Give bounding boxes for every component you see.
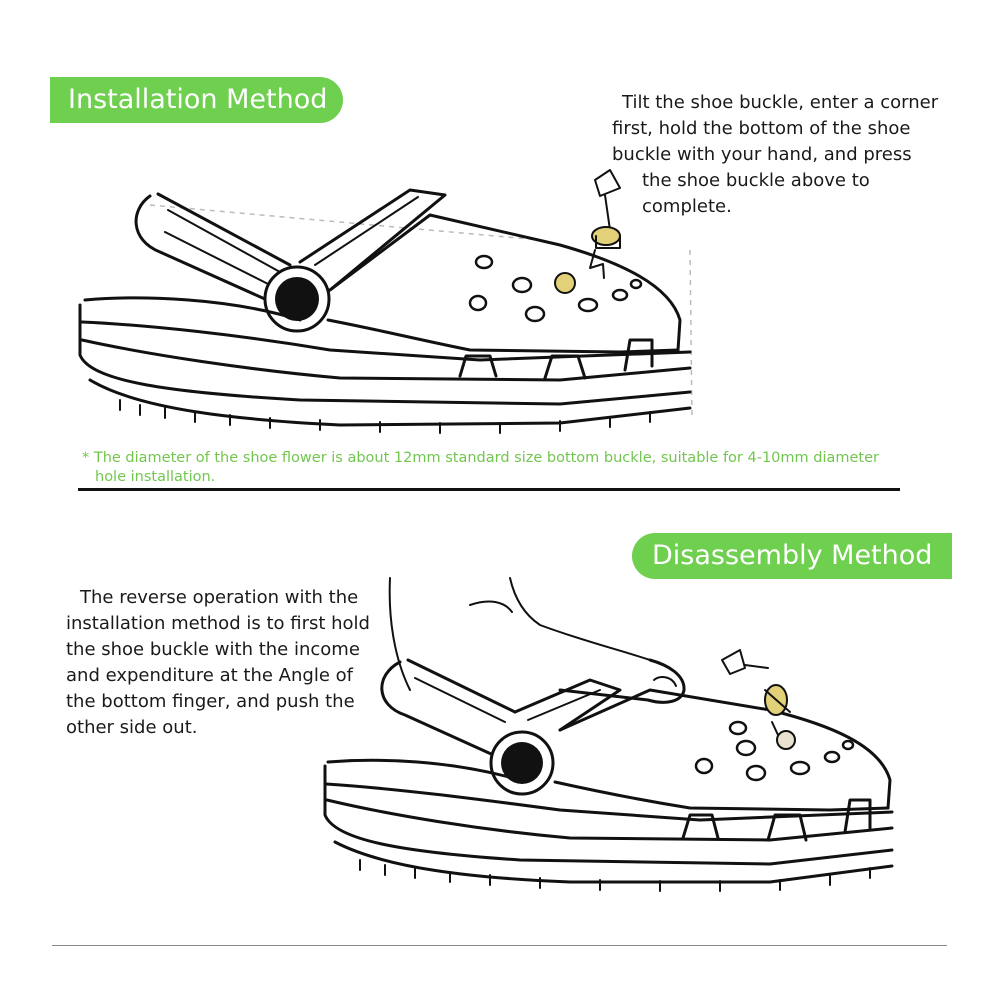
installation-line: the shoe buckle above to [642,170,870,191]
disassembly-method-title: Disassembly Method [632,533,952,579]
disassembly-line: and expenditure at the Angle of [66,665,353,686]
installation-line: first, hold the bottom of the shoe [612,118,911,139]
installation-line: buckle with your hand, and press [612,144,912,165]
bottom-divider [52,945,947,946]
disassembly-line: installation method is to first hold [66,613,370,634]
size-note-line: * The diameter of the shoe flower is about 12mm standard size bottom buckle, suitable for 4-10mm diameter [82,450,879,466]
disassembly-line: other side out. [66,717,198,738]
disassembly-line: the shoe buckle with the income [66,639,360,660]
disassembly-line: The reverse operation with the [80,587,359,608]
installation-line: complete. [642,196,732,217]
installation-line: Tilt the shoe buckle, enter a corner [622,92,939,113]
disassembly-line: the bottom finger, and push the [66,691,355,712]
installation-method-title: Installation Method [50,77,343,123]
size-note-line: hole installation. [95,469,216,485]
